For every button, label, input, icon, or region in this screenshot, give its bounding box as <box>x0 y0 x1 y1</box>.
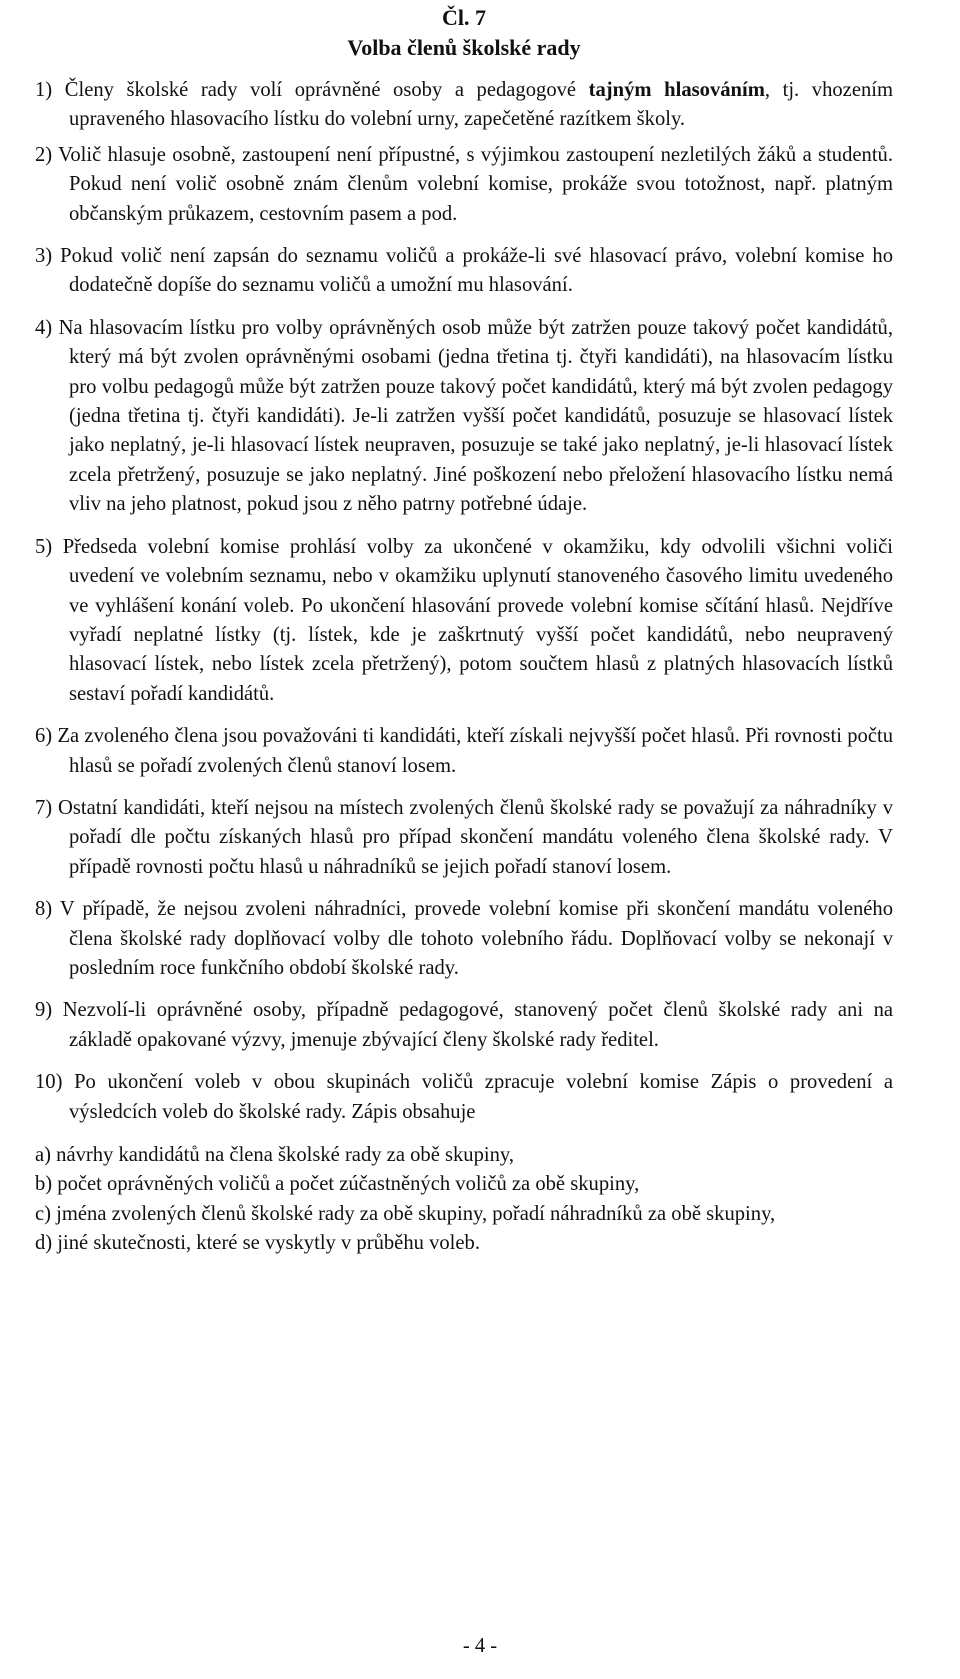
list-item: b) počet oprávněných voličů a počet zúčastněných voličů za obě skupiny, <box>35 1173 640 1196</box>
paragraph-8 <box>35 895 893 983</box>
list-item: d) jiné skutečnosti, které se vyskytly v průběhu voleb. <box>35 1232 480 1255</box>
paragraph-text: Ostatní kandidáti, kteří nejsou na místech zvolených členů školské rady se považují za náhradníky v pořadí dle počtu získaných hlasů pro případ skončení mandátu voleného člena školské rady. V případě rovnosti počtu hlasů u náhradníků se jejich pořadí stanoví losem. <box>58 796 894 878</box>
paragraph-10 <box>35 1068 893 1127</box>
paragraph-text: V případě, že nejsou zvoleni náhradníci, provede volební komise při skončení mandátu voleného člena školské rady doplňovací volby dle tohoto volebního řádu. Doplňovací volby se nekonají v posledním roce funkčního období školské rady. <box>59 898 894 979</box>
list-item: c) jména zvolených členů školské rady za obě skupiny, pořadí náhradníků za obě skupiny, <box>35 1202 776 1225</box>
paragraph-1 <box>35 76 893 135</box>
minutes-contents-list <box>35 1141 893 1259</box>
paragraph-4 <box>35 314 893 520</box>
paragraph-5 <box>35 533 893 709</box>
paragraph-6 <box>35 722 893 781</box>
paragraph-text: Za zvoleného člena jsou považováni ti kandidáti, kteří získali nejvyšší počet hlasů. Při rovnosti počtu hlasů se pořadí zvolených členů stanoví losem. <box>57 725 893 777</box>
paragraph-text: Pokud volič není zapsán do seznamu voličů a prokáže-li své hlasovací právo, volební komise ho dodatečně dopíše do seznamu voličů a umožní mu hlasování. <box>60 245 893 297</box>
paragraph-text: Členy školské rady volí oprávněné osoby a pedagogové <box>64 79 589 101</box>
paragraph-text: Po ukončení voleb v obou skupinách voličů zpracuje volební komise Zápis o provedení a výsledcích voleb do školské rady. Zápis obsahuje <box>69 1071 893 1123</box>
paragraph-number: 2) <box>35 143 53 166</box>
paragraph-text: Nezvolí-li oprávněné osoby, případně pedagogové, stanovený počet členů školské rady ani na základě opakované výzvy, jmenuje zbývající členy školské rady ředitel. <box>62 999 894 1051</box>
article-title: Volba členů školské rady <box>347 35 581 60</box>
paragraph-number: 8) <box>35 898 53 921</box>
paragraph-number: 4) <box>35 316 53 339</box>
paragraph-text-cont: , tj. vhozením upraveného hlasovacího lístku do volební urny, zapečetěné razítkem školy. <box>69 79 893 131</box>
paragraph-text: Na hlasovacím lístku pro volby oprávněných osob může být zatržen pouze takový počet kandidátů, který má být zvolen oprávněnými osobami (jedna třetina tj. čtyři kandidáti), na hlasovacím lístku pro volbu pedagogů může být zatržen pouze takový počet kandidátů, který má být zvolen pedagogy (jedna třetina tj. čtyři kandidáti). Je-li zatržen vyšší počet kandidátů, posuzuje se hlasovací lístek jako neplatný, je-li hlasovací lístek neupraven, posuzuje se také jako neplatný, je-li hlasovací lístek zcela přetržený, posuzuje se jako neplatný. Jiné poškození nebo přeložení hlasovacího lístku nemá vliv na jeho platnost, pokud jsou z něho patrny potřebné údaje. <box>58 316 893 516</box>
page-number: - 4 - <box>462 1635 498 1657</box>
paragraph-number: 1) <box>35 79 53 101</box>
paragraph-number: 10) <box>35 1071 63 1094</box>
article-number: Čl. 7 <box>442 5 486 30</box>
paragraph-text: Volič hlasuje osobně, zastoupení není přípustné, s výjimkou zastoupení nezletilých žáků a studentů. Pokud není volič osobně znám členům volební komise, prokáže svou totožnost, např. platným občanským průkazem, cestovním pasem a pod. <box>58 143 893 225</box>
paragraph-7 <box>35 794 893 882</box>
document-page <box>35 0 893 1259</box>
paragraph-number: 5) <box>35 535 53 558</box>
list-item: a) návrhy kandidátů na člena školské rady za obě skupiny, <box>35 1144 515 1166</box>
paragraph-text: Předseda volební komise prohlásí volby za ukončené v okamžiku, kdy odvolili všichni voliči uvedení ve volebním seznamu, nebo v okamžiku uplynutí stanoveného časového limitu uvedeného ve vyhlášení konání voleb. Po ukončení hlasování provede volební komise sčítání hlasů. Nejdříve vyřadí neplatné lístky (tj. lístek, kde je zaškrtnutý vyšší počet kandidátů, nebo neupravený hlasovací lístek, nebo lístek zcela přetržený), potom součtem hlasů z platných hlasovacích lístků sestaví pořadí kandidátů. <box>62 535 893 705</box>
paragraph-number: 3) <box>35 245 53 268</box>
paragraph-2 <box>35 141 893 229</box>
paragraph-number: 9) <box>35 999 53 1022</box>
emphasis-secret-ballot: tajným hlasováním <box>588 79 765 101</box>
paragraph-number: 7) <box>35 796 53 819</box>
paragraph-9 <box>35 996 893 1055</box>
paragraph-number: 6) <box>35 725 53 748</box>
paragraph-3 <box>35 242 893 301</box>
